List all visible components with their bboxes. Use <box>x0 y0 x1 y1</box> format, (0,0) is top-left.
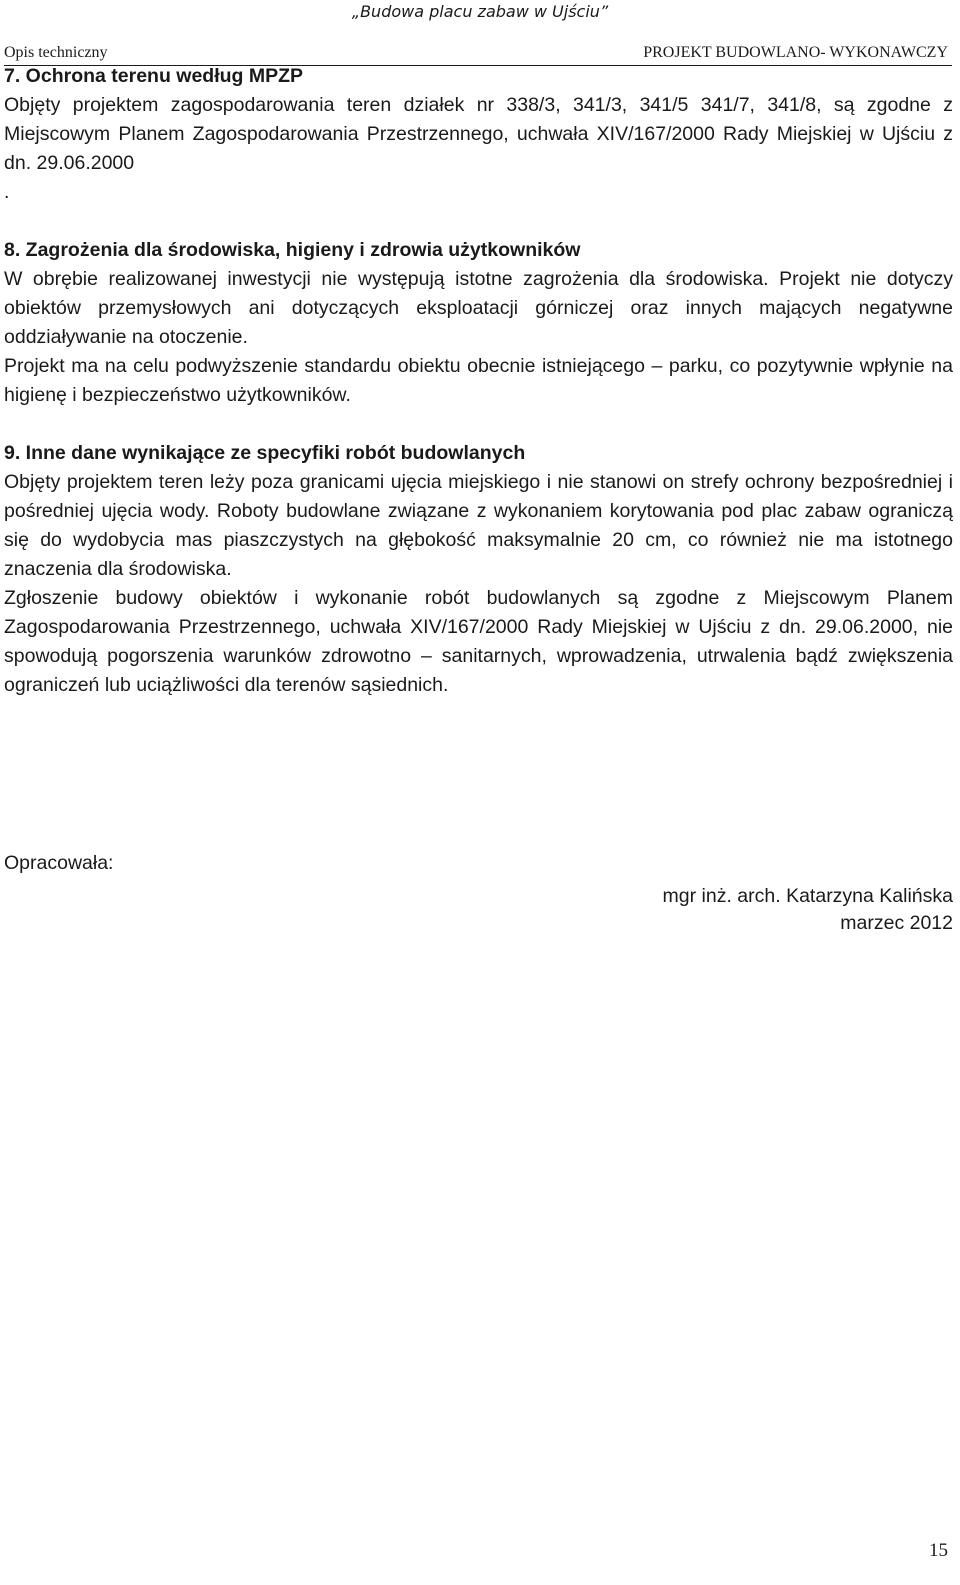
section-7-dot: . <box>4 181 10 203</box>
section-7-heading: 7. Ochrona terenu według MPZP <box>4 65 304 87</box>
document-body <box>4 62 953 700</box>
section-7-paragraph: Objęty projektem zagospodarowania teren działek nr 338/3, 341/3, 341/5 341/7, 341/8, są zgodne z Miejscowym Planem Zagospodarowania Przestrzennego, uchwała XIV/167/2000 Rady Miejskiej w Ujściu z dn. 29.06.2000 <box>4 94 953 174</box>
section-9-paragraph-1: Objęty projektem teren leży poza granicami ujęcia miejskiego i nie stanowi on strefy ochrony bezpośredniej i pośredniej ujęcia wody. Roboty budowlane związane z wykonaniem korytowania pod plac zabaw ograniczą się do wydobycia mas piaszczystych na głębokość maksymalnie 20 cm, co również nie ma istotnego znaczenia dla środowiska. <box>4 471 953 580</box>
section-9-heading: 9. Inne dane wynikające ze specyfiki robót budowlanych <box>4 442 526 464</box>
page-number: 15 <box>929 1540 948 1561</box>
header-right-label: PROJEKT BUDOWLANO- WYKONAWCZY <box>643 44 948 61</box>
section-8-paragraph-1: W obrębie realizowanej inwestycji nie występują istotne zagrożenia dla środowiska. Projekt nie dotyczy obiektów przemysłowych ani dotyczących eksploatacji górniczej oraz innych mających negatywne oddziaływanie na otoczenie. <box>4 268 953 348</box>
spacer <box>4 410 953 439</box>
document-title: „Budowa placu zabaw w Ujściu” <box>351 2 609 21</box>
section-9-paragraph-2: Zgłoszenie budowy obiektów i wykonanie robót budowlanych są zgodne z Miejscowym Planem Zagospodarowania Przestrzennego, uchwała XIV/167/2000 Rady Miejskiej w Ujściu z dn. 29.06.2000, nie spowodują pogorszenia warunków zdrowotno – sanitarnych, wprowadzenia, utrwalenia bądź zwiększenia ograniczeń lub uciążliwości dla terenów sąsiednich. <box>4 587 953 696</box>
signature-label: Opracowała: <box>4 852 114 874</box>
signature-name: mgr inż. arch. Katarzyna Kalińska <box>662 885 953 907</box>
section-8-paragraph-2: Projekt ma na celu podwyższenie standardu obiektu obecnie istniejącego – parku, co pozytywnie wpłynie na higienę i bezpieczeństwo użytkowników. <box>4 355 953 406</box>
spacer <box>4 207 953 236</box>
signature-date: marzec 2012 <box>840 912 953 934</box>
section-8-heading: 8. Zagrożenia dla środowiska, higieny i zdrowia użytkowników <box>4 239 581 261</box>
header-left-label: Opis techniczny <box>4 44 108 61</box>
